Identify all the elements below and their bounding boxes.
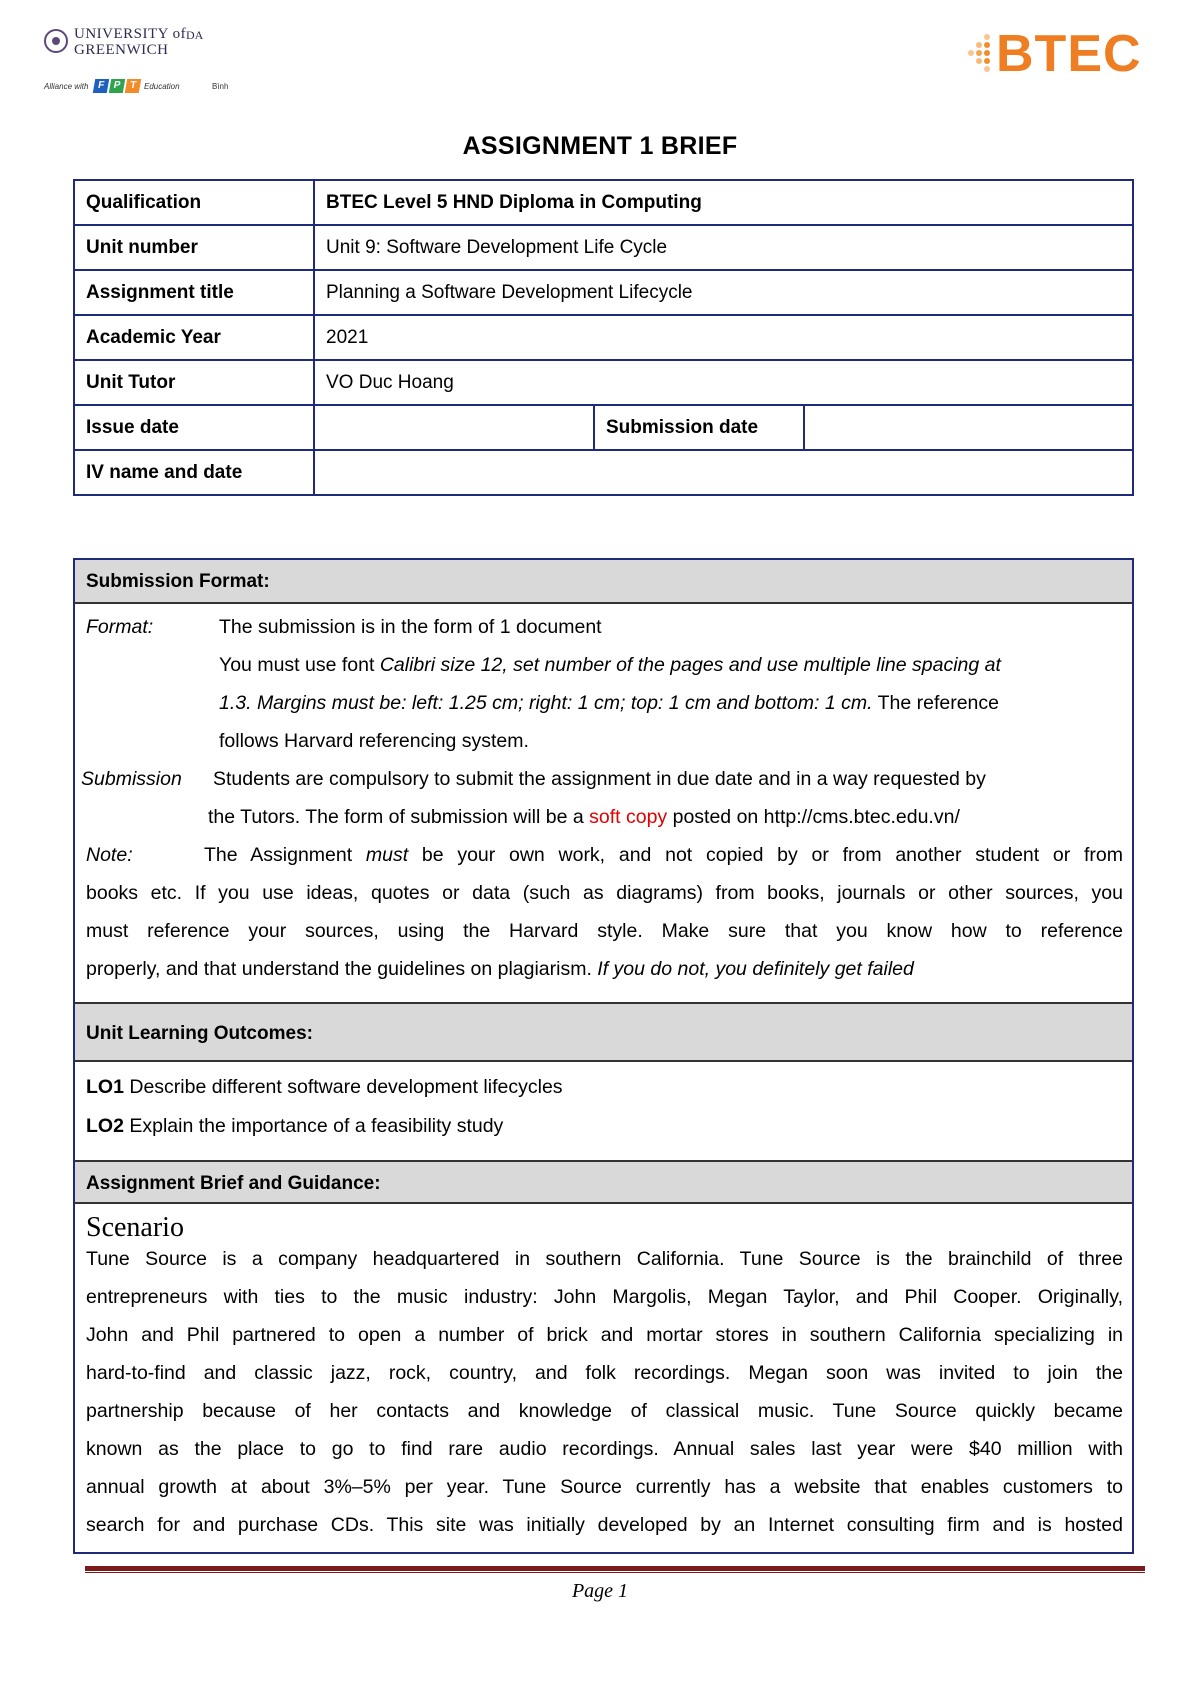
assignment-title-label: Assignment title [74, 270, 314, 315]
iv-value [314, 450, 1133, 495]
table-row [74, 360, 1133, 405]
scenario-line: annual growth at about 3%–5% per year. Tune Source currently has a website that enables customers to [86, 1476, 1123, 1498]
unit-tutor-label: Unit Tutor [74, 360, 314, 405]
note-line-1a: The Assignment [204, 844, 366, 866]
table-row [74, 405, 1133, 450]
table-row [74, 225, 1133, 270]
note-line-1 [204, 844, 1123, 867]
university-suffix: DA [186, 28, 204, 42]
qualification-label: Qualification [74, 180, 314, 225]
fpt-letter-t: T [125, 79, 141, 93]
lo2-code: LO2 [86, 1115, 124, 1137]
format-label: Format: [86, 616, 154, 638]
footer-rule [85, 1566, 1145, 1571]
submission-date-label: Submission date [594, 405, 804, 450]
format-line-2b: Calibri size 12, set number of the pages and use multiple line spacing at [379, 654, 1001, 676]
note-line-2: books etc. If you use ideas, quotes or data (such as diagrams) from books, journals or other sources, you [86, 882, 1123, 904]
scenario-line: known as the place to go to find rare audio recordings. Annual sales last year were $40 million with [86, 1438, 1123, 1460]
lo2-item [86, 1115, 503, 1138]
assignment-info-table [73, 179, 1134, 496]
format-line-1: The submission is in the form of 1 document [219, 616, 602, 638]
scenario-line: John and Phil partnered to open a number of brick and mortar stores in southern California specializing in [86, 1324, 1123, 1346]
issue-date-label: Issue date [74, 405, 314, 450]
note-line-3: must reference your sources, using the Harvard style. Make sure that you know how to reference [86, 920, 1123, 942]
format-line-3b: The reference [872, 692, 999, 714]
scenario-line: Tune Source is a company headquartered in southern California. Tune Source is the brainchild of three [86, 1248, 1123, 1270]
format-line-3a: 1.3. Margins must be: left: 1.25 cm; right: 1 cm; top: 1 cm and bottom: 1 cm. [219, 692, 873, 714]
alliance-suffix-text: Bình [212, 82, 229, 91]
table-row [74, 315, 1133, 360]
unit-number-label: Unit number [74, 225, 314, 270]
lo1-item [86, 1076, 563, 1099]
fpt-logo [94, 79, 140, 95]
brief-content-box [73, 558, 1134, 1554]
submission-line-2b: posted on http://cms.btec.edu.vn/ [667, 806, 960, 828]
note-line-1b: be your own work, and not copied by or from another student or from [408, 844, 1123, 866]
page-number: Page 1 [571, 1580, 629, 1602]
note-line-4 [86, 958, 914, 981]
scenario-title: Scenario [86, 1212, 184, 1243]
submission-line-2a: the Tutors. The form of submission will be a [208, 806, 590, 828]
format-line-2 [219, 654, 1001, 677]
scenario-line: search for and purchase CDs. This site was initially developed by an Internet consulting firm and is hosted [86, 1514, 1123, 1536]
alliance-left-text: Alliance with [44, 82, 89, 91]
note-label: Note: [86, 844, 133, 866]
fpt-letter-f: F [93, 79, 109, 93]
submission-date-value [804, 405, 1133, 450]
format-line-2a: You must use font [219, 654, 380, 676]
university-name-line1: UNIVERSITY of [74, 26, 187, 42]
btec-wordmark: BTEC [996, 25, 1142, 83]
btec-dots-icon [960, 32, 996, 72]
learning-outcomes-heading: Unit Learning Outcomes: [75, 1002, 1132, 1062]
table-row [74, 270, 1133, 315]
page-title: ASSIGNMENT 1 BRIEF [462, 132, 738, 160]
lo1-text: Describe different software development lifecycles [123, 1076, 563, 1098]
footer-rule-thin [85, 1572, 1145, 1573]
note-line-4-emphasis: If you do not, you definitely get failed [597, 958, 914, 980]
note-line-1-emphasis: must [365, 844, 409, 866]
lo1-code: LO1 [86, 1076, 124, 1098]
university-name-line2: GREENWICH [74, 42, 169, 58]
learning-outcomes-section [75, 1062, 1132, 1160]
iv-label: IV name and date [74, 450, 314, 495]
submission-format-section [75, 604, 1132, 1002]
unit-tutor-value: VO Duc Hoang [314, 360, 1133, 405]
format-line-4: follows Harvard referencing system. [219, 730, 529, 752]
brief-heading: Assignment Brief and Guidance: [75, 1160, 1132, 1204]
lo2-text: Explain the importance of a feasibility study [123, 1115, 504, 1137]
submission-line-2 [208, 806, 960, 829]
unit-number-value: Unit 9: Software Development Life Cycle [314, 225, 1133, 270]
soft-copy-text: soft copy [589, 806, 668, 828]
issue-date-value [314, 405, 594, 450]
fpt-letter-p: P [109, 79, 125, 93]
submission-line-1: Students are compulsory to submit the assignment in due date and in a way requested by [213, 768, 986, 790]
scenario-line: hard-to-find and classic jazz, rock, country, and folk recordings. Megan soon was invited to join the [86, 1362, 1123, 1384]
alliance-right-text: Education [144, 82, 180, 91]
scenario-line: entrepreneurs with ties to the music industry: John Margolis, Megan Taylor, and Phil Cooper. Originally, [86, 1286, 1123, 1308]
university-crest-icon [44, 29, 68, 53]
academic-year-value: 2021 [314, 315, 1133, 360]
scenario-line: partnership because of her contacts and knowledge of classical music. Tune Source quickly became [86, 1400, 1123, 1422]
note-line-4a: properly, and that understand the guidelines on plagiarism. [86, 958, 598, 980]
academic-year-label: Academic Year [74, 315, 314, 360]
table-row [74, 180, 1133, 225]
assignment-title-value: Planning a Software Development Lifecycle [314, 270, 1133, 315]
table-row [74, 450, 1133, 495]
submission-label: Submission [81, 768, 182, 790]
format-line-3 [219, 692, 999, 715]
qualification-value: BTEC Level 5 HND Diploma in Computing [314, 180, 1133, 225]
submission-format-heading: Submission Format: [75, 560, 1132, 604]
university-logo [44, 24, 229, 94]
btec-logo [960, 24, 1160, 84]
